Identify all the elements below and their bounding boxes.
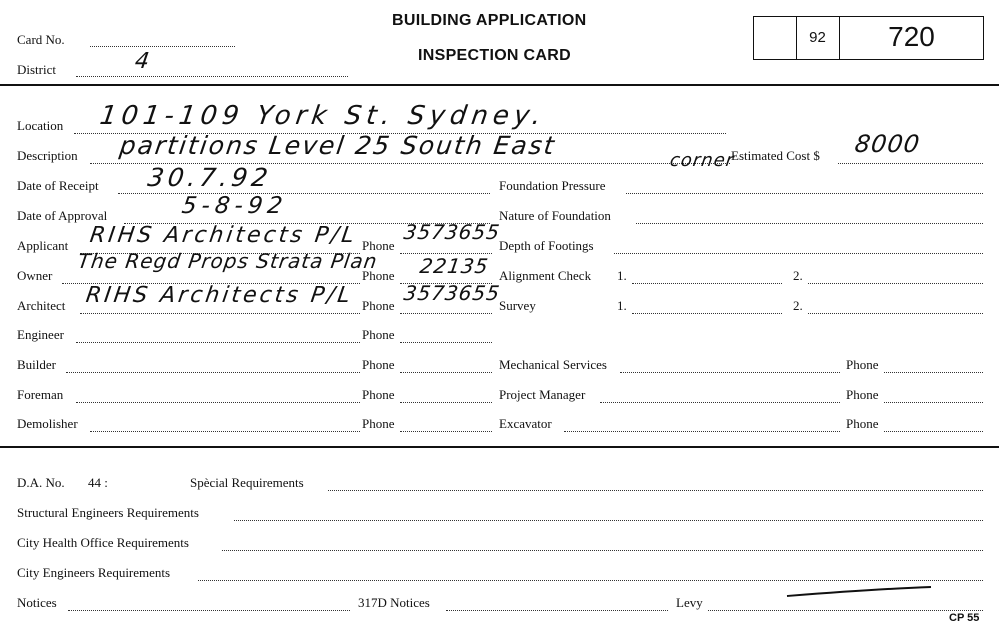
applicant-phone-label: Phone xyxy=(362,238,395,253)
description-value-continued: corner xyxy=(668,150,736,171)
location-label: Location xyxy=(17,118,64,133)
demolisher-phone-label: Phone xyxy=(362,416,395,431)
health-requirements-label: City Health Office Requirements xyxy=(17,535,189,550)
applicant-value: RIHS Architects P/L xyxy=(88,223,359,248)
foundation-pressure-label: Foundation Pressure xyxy=(499,178,606,193)
architect-field[interactable] xyxy=(80,312,360,314)
engineer-label: Engineer xyxy=(17,327,64,342)
survey-field-2[interactable] xyxy=(808,312,983,314)
architect-value: RIHS Architects P/L xyxy=(84,283,355,308)
date-of-approval-label: Date of Approval xyxy=(17,208,108,223)
builder-field[interactable] xyxy=(66,371,360,373)
header-divider xyxy=(0,84,999,86)
alignment-check-num-2: 2. xyxy=(793,268,803,283)
district-value: 4 xyxy=(133,49,152,74)
architect-label: Architect xyxy=(17,298,66,313)
project-manager-field[interactable] xyxy=(600,401,840,403)
foreman-field[interactable] xyxy=(76,401,360,403)
form-code: CP 55 xyxy=(949,612,980,624)
architect-phone-field[interactable] xyxy=(400,312,492,314)
owner-label: Owner xyxy=(17,268,53,283)
foreman-phone-field[interactable] xyxy=(400,401,492,403)
date-of-receipt-value: 30.7.92 xyxy=(145,163,274,192)
demolisher-phone-field[interactable] xyxy=(400,430,492,432)
district-label: District xyxy=(17,62,56,77)
estimated-cost-field[interactable] xyxy=(838,162,983,164)
da-no-label: D.A. No. xyxy=(17,475,65,490)
survey-num-2: 2. xyxy=(793,298,803,313)
survey-field-1[interactable] xyxy=(632,312,782,314)
form-title-line1: BUILDING APPLICATION xyxy=(392,12,587,29)
footer-divider xyxy=(0,446,999,448)
builder-phone-field[interactable] xyxy=(400,371,492,373)
reference-box-blank xyxy=(754,17,797,59)
mechanical-services-phone-label: Phone xyxy=(846,357,879,372)
notices-label: Notices xyxy=(17,595,57,610)
engineer-field[interactable] xyxy=(76,341,360,343)
levy-label: Levy xyxy=(676,595,703,610)
special-requirements-label: Spècial Requirements xyxy=(190,475,304,490)
structural-requirements-field[interactable] xyxy=(234,519,983,521)
estimated-cost-value: 8000 xyxy=(853,130,923,158)
health-requirements-field[interactable] xyxy=(222,549,983,551)
applicant-phone-value: 3573655 xyxy=(402,220,502,244)
owner-phone-label: Phone xyxy=(362,268,395,283)
nature-of-foundation-label: Nature of Foundation xyxy=(499,208,611,223)
estimated-cost-label: Estimated Cost $ xyxy=(731,148,820,163)
date-of-receipt-field[interactable] xyxy=(118,192,490,194)
engineer-phone-field[interactable] xyxy=(400,341,492,343)
alignment-check-label: Alignment Check xyxy=(499,268,592,283)
form-title-line2: INSPECTION CARD xyxy=(418,47,571,64)
demolisher-label: Demolisher xyxy=(17,416,78,431)
alignment-check-field-2[interactable] xyxy=(808,282,983,284)
city-engineers-requirements-field[interactable] xyxy=(198,579,983,581)
excavator-field[interactable] xyxy=(564,430,840,432)
owner-value: The Regd Props Strata Plan xyxy=(76,249,380,273)
location-value: 101-109 York St. Sydney. xyxy=(97,101,548,131)
levy-field[interactable] xyxy=(708,609,983,611)
card-no-field[interactable] xyxy=(90,45,235,47)
excavator-phone-field[interactable] xyxy=(884,430,983,432)
mechanical-services-label: Mechanical Services xyxy=(499,357,607,372)
nature-of-foundation-field[interactable] xyxy=(636,222,983,224)
owner-phone-value: 22135 xyxy=(418,254,491,278)
description-label: Description xyxy=(17,148,78,163)
notices-field[interactable] xyxy=(68,609,350,611)
date-of-receipt-label: Date of Receipt xyxy=(17,178,99,193)
structural-requirements-label: Structural Engineers Requirements xyxy=(17,505,199,520)
builder-phone-label: Phone xyxy=(362,357,395,372)
foreman-phone-label: Phone xyxy=(362,387,395,402)
engineer-phone-label: Phone xyxy=(362,327,395,342)
foreman-label: Foreman xyxy=(17,387,64,402)
da-no-value: 44 : xyxy=(88,475,108,490)
architect-phone-value: 3573655 xyxy=(402,281,502,305)
reference-box-number: 720 xyxy=(888,21,935,52)
notices-317d-field[interactable] xyxy=(446,609,668,611)
builder-label: Builder xyxy=(17,357,56,372)
excavator-label: Excavator xyxy=(499,416,552,431)
special-requirements-field[interactable] xyxy=(328,489,983,491)
mechanical-services-field[interactable] xyxy=(620,371,840,373)
alignment-check-num-1: 1. xyxy=(617,268,627,283)
district-field[interactable] xyxy=(76,75,348,77)
levy-handwritten-dash xyxy=(785,584,935,600)
reference-box-year: 92 xyxy=(796,17,840,59)
excavator-phone-label: Phone xyxy=(846,416,879,431)
demolisher-field[interactable] xyxy=(90,430,360,432)
foundation-pressure-field[interactable] xyxy=(626,192,983,194)
date-of-approval-value: 5-8-92 xyxy=(180,193,289,219)
project-manager-label: Project Manager xyxy=(499,387,586,402)
mechanical-services-phone-field[interactable] xyxy=(884,371,983,373)
city-engineers-requirements-label: City Engineers Requirements xyxy=(17,565,171,580)
description-value: partitions Level 25 South East xyxy=(117,131,558,160)
notices-317d-label: 317D Notices xyxy=(358,595,430,610)
depth-of-footings-label: Depth of Footings xyxy=(499,238,594,253)
project-manager-phone-label: Phone xyxy=(846,387,879,402)
survey-label: Survey xyxy=(499,298,536,313)
depth-of-footings-field[interactable] xyxy=(614,252,983,254)
alignment-check-field-1[interactable] xyxy=(632,282,782,284)
project-manager-phone-field[interactable] xyxy=(884,401,983,403)
survey-num-1: 1. xyxy=(617,298,627,313)
applicant-label: Applicant xyxy=(17,238,69,253)
architect-phone-label: Phone xyxy=(362,298,395,313)
card-no-label: Card No. xyxy=(17,32,65,47)
reference-number-box xyxy=(753,16,984,60)
